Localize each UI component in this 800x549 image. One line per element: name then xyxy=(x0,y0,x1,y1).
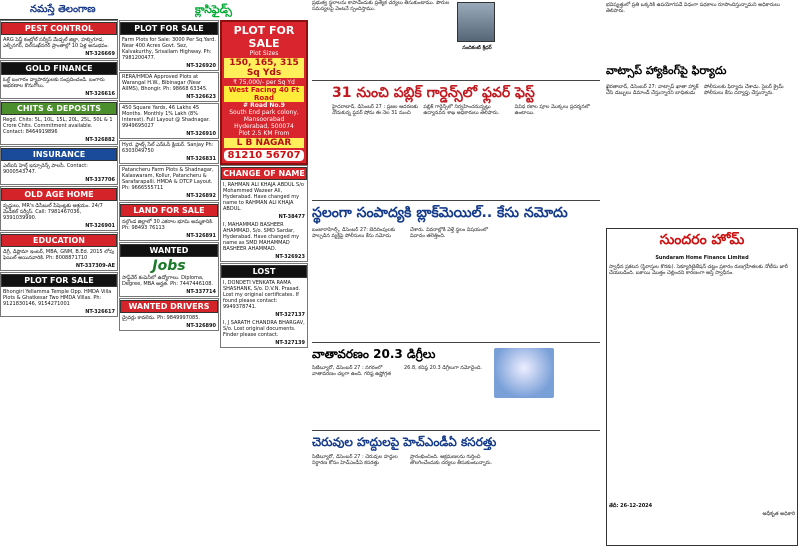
whatsapp-body: ఖైరతాబాద్, డిసెంబర్ 27: వాట్సాప్ ఖాతా హ్యాక్ చేసి డబ్బులు డిమాండ్ చేస్తున్నారని బాధితుడు పోలీసులకు ఫిర్యాదు చేశాడు. సైబర్ క్రైమ్ పోలీసులు కేసు దర్యాప్తు చేస్తున్నారు. xyxy=(606,84,784,96)
insurance-text: ఎల్ఐసి హెల్త్ ఇన్సూరెన్స్ పాలసీ. Contact: 9000543747. xyxy=(3,163,88,175)
patancheru-text: Patancheru Farm Plots & Shadnagar, Kalaswaram, Kollur, Patancheru & Sarafarapalli. HMDA & DTCP Layout. Ph: 9666555711 xyxy=(122,167,214,191)
masthead-logo: నమస్తే తెలంగాణ xyxy=(30,3,96,15)
lost-2-text: I, J SARATH CHANDRA BHARGAV, S/o. Lost original documents. Finder please contact. xyxy=(223,320,305,338)
hyd-plots-code: NT-326831 xyxy=(186,156,216,162)
education-code: NT-337309-AE xyxy=(75,263,115,269)
plot-ad-price: ₹ 75,000/- per Sq Yd xyxy=(233,79,295,86)
blackmail-article xyxy=(312,205,602,347)
chits-header: CHITS & DEPOSITS xyxy=(1,102,117,115)
gold-finance-text: ఓల్డ్ బంగారం వ్యాపారస్తులకు సంప్రదించండి. బంగారు ఆభరణాల కొనుగోలు. xyxy=(3,77,105,89)
rera-text: RERA/HMDA Approved Plots at Warangal H.W., Bibinagar (Near AIIMS), Bhongir. Ph: 98668 63345. xyxy=(122,74,208,92)
hyd-plots-text: Hyd. ప్లాట్స్ సేల్ ఎన్ఓసీ క్లియర్. Sanjay Ph: 6303049750 xyxy=(122,142,214,154)
sundaram-sign: అధీకృత అధికారి xyxy=(762,511,795,517)
blackmail-headline: స్థలంగా సంపాద్యకి బ్లాక్‌మెయిల్.. కేసు నమోదు xyxy=(312,205,568,221)
change-name-text: I, RAHMAN ALI KHAJA ABDUL S/o Mohammed Wazeer Ali, Hyderabad. Have changed my name to RAHMAN ALI KHAJA ABDUL. xyxy=(223,182,304,212)
lost-2-code: NT-327139 xyxy=(275,340,305,346)
plot-ad-sizes: 150, 165, 315 Sq Yds xyxy=(224,58,304,78)
land-sale-code: NT-326891 xyxy=(186,233,216,239)
photo-caption: నందికంటి శ్రీధర్ xyxy=(462,45,492,51)
sundaram-company: Sundaram Home Finance Limited xyxy=(655,255,749,261)
plot-ad-phone: 81210 56707 xyxy=(224,150,304,161)
lost-text: I, DONDETI VENKATA RAMA SHASHANK, S/o. D.V.N. Prasad. Lost my original certificates. If found please contact: 9949378741. xyxy=(223,280,301,310)
rent-ad xyxy=(119,103,219,139)
masthead xyxy=(0,0,118,20)
whatsapp-headline: వాట్సాప్ హ్యాకింగ్‌పై ఫిర్యాదు xyxy=(606,64,727,77)
land-sale-header: LAND FOR SALE xyxy=(120,204,218,217)
gold-finance-header: GOLD FINANCE xyxy=(1,62,117,75)
patancheru-ad xyxy=(119,165,219,201)
old-age-text: వృద్ధులు, MR's డిసేబుల్ పేషెంట్లకు ఆశ్రయం. 24/7 మెడికల్ సర్వీస్. Call: 7981467036, 9391039990. xyxy=(3,203,103,221)
flower-fest-body: హైదరాబాద్, డిసెంబర్ 27 : ప్రజల ఆదరణకు నోచుకున్న ఫ్లవర్ షోను ఈ నెల 31 నుంచి పబ్లిక్ గార్డెన్స్‌లో నిర్వహించనున్నట్లు ఉద్యానవన శాఖ అధికారులు తెలిపారు. వివిధ రకాల పూల మొక్కలు ప్రదర్శనలో ఉంటాయి. xyxy=(332,104,590,116)
sundaram-date: తేదీ: 26-12-2024 xyxy=(609,503,653,509)
divider xyxy=(312,342,600,343)
reporter-photo xyxy=(457,2,495,42)
change-name-header: CHANGE OF NAME xyxy=(221,167,307,180)
pest-control-ad xyxy=(0,20,118,59)
plot-ad-sizes-label: Plot Sizes xyxy=(249,50,279,57)
wanted-ad xyxy=(119,242,219,297)
flower-fest-article xyxy=(332,85,602,194)
lost-header: LOST xyxy=(221,265,307,278)
classifieds-column-1 xyxy=(0,0,118,549)
rera-code: NT-326623 xyxy=(186,94,216,100)
change-name-ad xyxy=(220,165,308,262)
jobs-logo: Jobs xyxy=(152,258,186,274)
chits-ad xyxy=(0,100,118,145)
classifieds-title: క్లాసిఫైడ్స్ xyxy=(195,3,232,16)
wanted-text: సాఫ్ట్‌వేర్ కంపెనీలో ఉద్యోగాలు. Diploma, Degree, MBA అర్హత. Ph: 7447446108. xyxy=(122,275,214,287)
plot-sale-text: Bhongiri Yellamma Temple Opp. HMDA Villa Plots & Ghatkesar Two HMDA Villas. Ph: 9121830146, 9154271001 xyxy=(3,289,112,307)
cloud-rain-icon xyxy=(494,348,554,398)
sundaram-text: స్వాధీన ప్రకటన (స్థిరాస్తుల కొరకు). సెక్యూరిటైజేషన్ చట్టం ప్రకారం రుణగ్రహీతలకు నోటీసు జారీ చేయబడింది. బకాయి మొత్తం చెల్లించని కారణంగా ఆస్తి స్వాధీనం. xyxy=(609,264,788,276)
masthead-section-area xyxy=(195,0,308,20)
plot-ad-from-label: Plot 2.5 KM From xyxy=(238,130,290,137)
plot-ad-road: # Road No.9 xyxy=(243,102,285,109)
change-name-2-text: I, MAHAMMAD BASHEER AHAMMAD, S/o. SMD Sardar, Hyderabad. Have changed my name as SMD MAHAMMAD BASHEER AHAMMAD. xyxy=(223,222,300,252)
education-text: డిగ్రీ, డిప్లొమా ఇంటర్, MBA, GNM, B.Ed. 2015 లోపు ఫెయిల్ అయినవారికి. Ph: 8008871710 xyxy=(3,249,115,261)
weather-headline: వాతావరణం 20.3 డిగ్రీలు xyxy=(312,347,436,361)
pest-control-code: NT-326669 xyxy=(85,51,115,57)
hyd-plots-ad xyxy=(119,140,219,164)
insurance-ad xyxy=(0,146,118,185)
plot-ad-facing: West Facing 40 Ft Road xyxy=(224,86,304,102)
rent-code: NT-326910 xyxy=(186,131,216,137)
wanted-header: WANTED xyxy=(120,244,218,257)
change-name-code: NT-38477 xyxy=(278,214,305,220)
divider xyxy=(312,430,600,431)
right-top-text: భవిష్యత్తులో ప్రతి ఒక్కరికి ఉపయోగపడే విధంగా పథకాలు రూపొందిస్తున్నామని అధికారులు తెలిపారు. xyxy=(606,2,780,14)
land-sale-ad xyxy=(119,202,219,241)
insurance-code: NT-337706 xyxy=(85,177,115,183)
weather-article xyxy=(312,346,492,435)
change-name-2-code: NT-326923 xyxy=(275,254,305,260)
drivers-ad xyxy=(119,298,219,331)
flower-fest-headline: 31 నుంచి పబ్లిక్ గార్డెన్స్‌లో ఫ్లవర్ ఫెస్ట్ xyxy=(332,85,535,101)
chits-text: Regd. Chits: 5L, 10L, 15L, 20L, 25L, 50L & 1 Crore Chits. Commitment available. Contact: 8464919896 xyxy=(3,117,113,135)
education-header: EDUCATION xyxy=(1,234,117,247)
drivers-text: డ్రైవర్లు కావలెను. Ph: 9849997085. xyxy=(122,315,200,321)
plot-sale-header: PLOT FOR SALE xyxy=(1,274,117,287)
lost-code: NT-327137 xyxy=(275,312,305,318)
divider xyxy=(312,200,600,201)
pest-control-text: ARG పెస్ట్ కంట్రోల్ సర్వీస్ మేడ్చల్ జిల్లా, హబ్సిగూడ, ఎల్బీనగర్, దిల్‌సుఖ్‌నగర్ ప్రాంతాల్లో 10 ఏళ్ల అనుభవం. xyxy=(3,37,109,49)
rent-text: 450 Square Yards, 46 Lakhs 45 Months. Monthly 1% Lakh (8% Interest). Full Layout @ Shadnagar. 9949695027 xyxy=(122,105,210,129)
blackmail-body: బంజారాహిల్స్, డిసెంబర్ 27: బెదిరింపులకు పాల్పడిన వ్యక్తిపై పోలీసులు కేసు నమోదు చేశారు. వివరాల్లోకి వెళ్తే స్థలం విషయంలో వివాదం తలెత్తింది. xyxy=(312,227,489,239)
education-ad xyxy=(0,232,118,271)
wanted-code: NT-337714 xyxy=(186,289,216,295)
plot-sale-2-code: NT-326920 xyxy=(186,63,216,69)
plot-ad-from: L B NAGAR xyxy=(224,138,304,148)
drivers-code: NT-326890 xyxy=(186,323,216,329)
old-age-header: OLD AGE HOME xyxy=(1,188,117,201)
plot-ad-title: PLOT FOR SALE xyxy=(233,24,295,50)
pest-control-header: PEST CONTROL xyxy=(1,22,117,35)
right-column xyxy=(604,0,800,549)
divider xyxy=(312,80,600,81)
lakes-body: సిటీబ్యూరో, డిసెంబర్ 27 : చెరువుల హద్దుల నిర్ధారణ కోసం హెచ్ఎండీఏ కసరత్తు ప్రారంభించింది. ఆక్రమణలను గుర్తించి తొలగించేందుకు చర్యలు తీసుకుంటున్నారు. xyxy=(312,454,493,466)
old-age-code: NT-326901 xyxy=(85,223,115,229)
sundaram-notice xyxy=(606,228,798,546)
top-article-text: ప్రభుత్వ స్థలాలను కాపాడేందుకు ప్రత్యేక చర్యలు తీసుకుంటాము. పౌరుల సమస్యలపై వెంటనే స్పందిస్తాము. xyxy=(312,0,450,12)
plot-ad-location: South End park colony, Mansoorabad xyxy=(229,109,299,123)
lakes-headline: చెరువుల హద్దులపై హెచ్ఎండీఏ కసరత్తు xyxy=(312,435,497,449)
insurance-header: INSURANCE xyxy=(1,148,117,161)
plot-sale-2-text: Farm Plots for Sale: 3000 Per Sq.Yard. Near 400 Acres Govt. Sez, Kalvakurthy, Srisailam Highway. Ph: 7981200477. xyxy=(122,37,216,61)
land-sale-text: నల్గొండ జిల్లాలో 30 ఎకరాల భూమి అమ్మకానికి. Ph: 98493 76113 xyxy=(122,219,214,231)
classifieds-column-2 xyxy=(119,0,219,549)
chits-code: NT-326882 xyxy=(85,137,115,143)
gold-finance-ad xyxy=(0,60,118,99)
plot-ad-city: Hyderabad, 500074 xyxy=(234,123,294,130)
drivers-header: WANTED DRIVERS xyxy=(120,300,218,313)
patancheru-code: NT-326892 xyxy=(186,193,216,199)
plot-sale-code: NT-326617 xyxy=(85,309,115,315)
plot-sale-2-header: PLOT FOR SALE xyxy=(120,22,218,35)
top-article xyxy=(312,0,452,60)
gold-finance-code: NT-326616 xyxy=(85,91,115,97)
weather-body: సిటీబ్యూరో, డిసెంబర్ 27 : నగరంలో వాతావరణం చల్లగా ఉంది. గరిష్ఠ ఉష్ణోగ్రత 26.8, కనిష్ఠ 20.3 డిగ్రీలుగా నమోదైంది. xyxy=(312,365,482,377)
lakes-article xyxy=(312,434,602,549)
old-age-home-ad xyxy=(0,186,118,231)
plot-sale-ad-1 xyxy=(0,272,118,317)
plot-sale-ad-2 xyxy=(119,20,219,71)
rera-ad xyxy=(119,72,219,102)
plot-sale-featured-ad xyxy=(220,20,308,165)
lost-ad xyxy=(220,263,308,348)
sundaram-logo: సుందరం హోమ్ xyxy=(659,232,745,248)
